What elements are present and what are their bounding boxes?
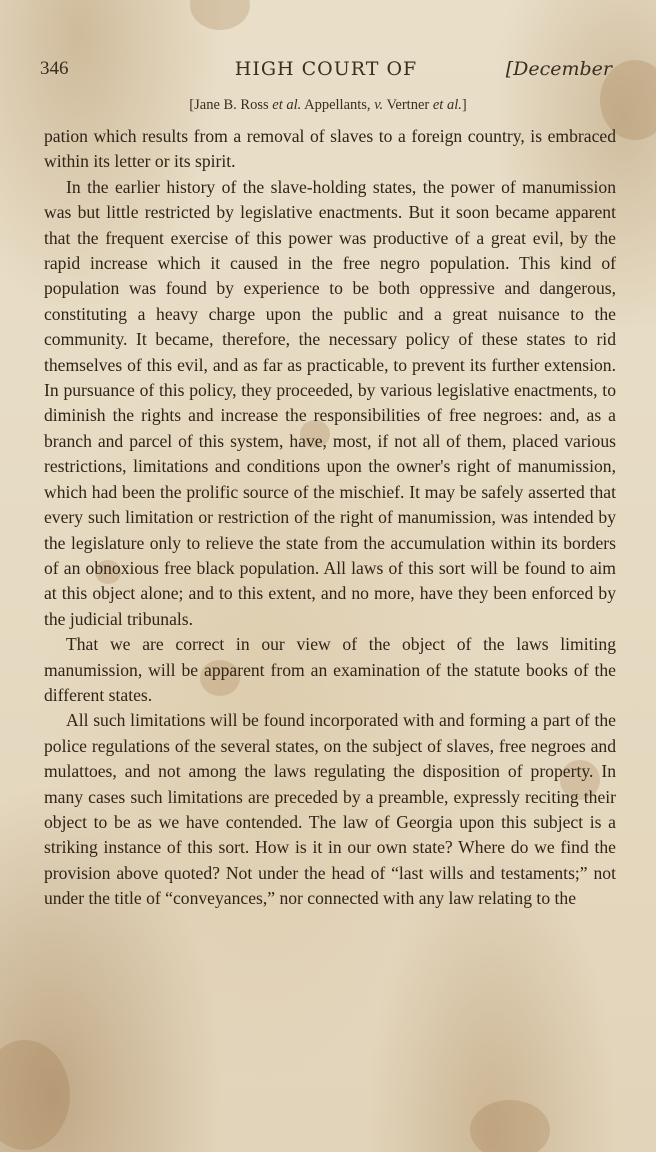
foxing-stain xyxy=(0,1040,70,1150)
foxing-stain xyxy=(470,1100,550,1152)
caption-versus: v. xyxy=(374,97,384,113)
caption-text: ] xyxy=(461,97,467,113)
paragraph: pation which results from a removal of slaves to a foreign country, is embraced within its letter or its spirit. xyxy=(44,126,616,172)
case-caption xyxy=(0,97,656,114)
running-head-month: [December xyxy=(505,58,612,80)
running-head: HIGH COURT OF xyxy=(234,58,418,80)
caption-text: Appellants, xyxy=(301,97,375,113)
page-header xyxy=(40,58,612,82)
paragraph: In the earlier history of the slave-holding states, the power of manumission was but little restricted by legislative enactments. But it soon became apparent that the frequent exercise of this power was productive of a great evil, by the rapid increase which it caused in the free negro population. This kind of population was found by experience to be both oppressive and dangerous, constituting a heavy charge upon the public and a great nuisance to the community. It became, therefore, the necessary policy of these states to rid themselves of this evil, and as far as practicable, to prevent its further extension. In pursuance of this policy, they proceeded, by various legislative enactments, to diminish the rights and increase the responsibilities of free negroes: and, as a branch and parcel of this system, have, most, if not all of them, placed various restrictions, limitations and conditions upon the owner's right of manumission, which had been the prolific source of the mischief. It may be safely asserted that every such limitation or restriction of the right of manumission, was intended by the legislature only to relieve the state from the accumulation within its borders of an obnoxious free black population. All laws of this sort will be found to aim at this object alone; and to this extent, and no more, have they been enforced by the judicial tribunals. xyxy=(44,176,616,629)
body-text xyxy=(44,124,616,912)
page-number: 346 xyxy=(40,58,69,79)
caption-text: [Jane B. Ross xyxy=(189,97,273,113)
caption-et-al: et al. xyxy=(432,97,462,113)
caption-text: Vertner xyxy=(383,97,433,113)
foxing-stain xyxy=(190,0,250,30)
caption-et-al: et al. xyxy=(272,97,302,113)
paragraph: That we are correct in our view of the object of the laws limiting manumission, will be apparent from an examination of the statute books of the different states. xyxy=(44,634,616,705)
paragraph: All such limitations will be found incorporated with and forming a part of the police regulations of the several states, on the subject of slaves, free negroes and mulattoes, and not among the laws regulating the disposition of property. In many cases such limitations are preceded by a preamble, expressly reciting their object to be as we have contended. The law of Georgia upon this subject is a striking instance of this sort. How is it in our own state? Where do we find the provision above quoted? Not under the head of “last wills and testaments;” not under the title of “conveyances,” nor connected with any law relating to the xyxy=(44,710,616,909)
